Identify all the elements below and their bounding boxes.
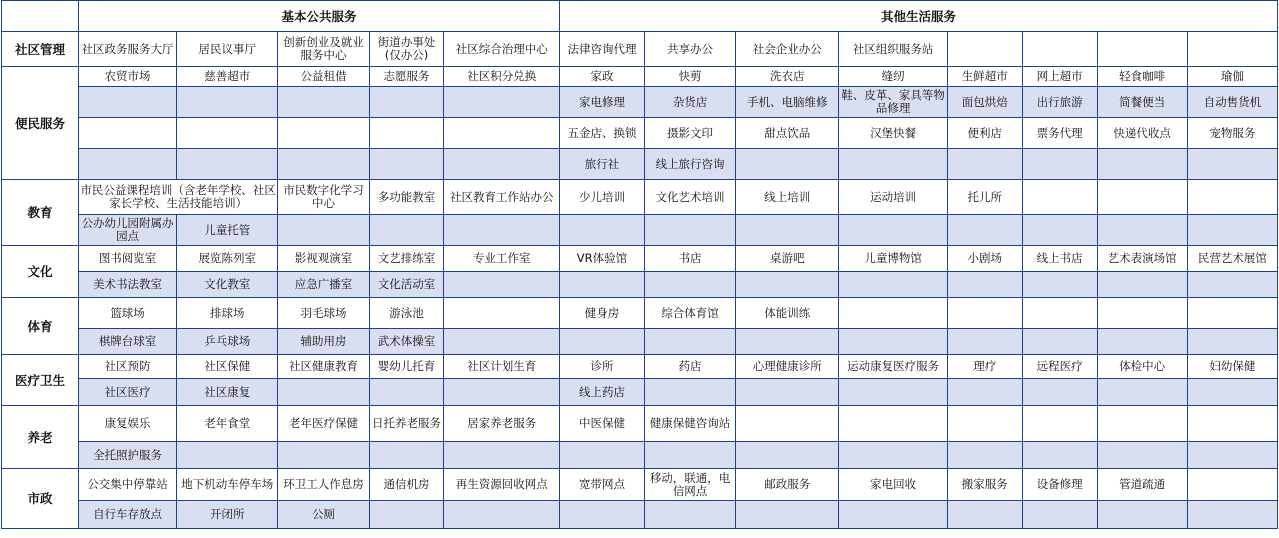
- table-cell: [645, 442, 736, 469]
- table-cell: 托儿所: [947, 180, 1022, 215]
- table-cell: 市民数字化学习中心: [278, 180, 369, 215]
- table-cell: [839, 298, 947, 329]
- table-cell: [1097, 272, 1187, 298]
- table-cell: 中医保健: [559, 406, 644, 442]
- table-cell: 药店: [645, 355, 736, 379]
- table-cell: [1022, 32, 1097, 67]
- table-cell: [1097, 329, 1187, 355]
- table-cell: 瑜伽: [1187, 67, 1277, 87]
- table-cell: [1187, 442, 1277, 469]
- table-row: [2, 379, 1278, 406]
- category-label: 市政: [2, 469, 79, 529]
- category-label: 体育: [2, 298, 79, 355]
- table-cell: 家电修理: [559, 87, 644, 118]
- service-table: [1, 0, 1278, 529]
- table-cell: 心理健康诊所: [736, 355, 839, 379]
- table-cell: [645, 501, 736, 529]
- table-cell: [1022, 272, 1097, 298]
- table-cell: 展览陈列室: [177, 246, 278, 272]
- table-cell: 社区组织服务站: [839, 32, 947, 67]
- table-cell: [369, 118, 444, 149]
- table-cell: 管道疏通: [1097, 469, 1187, 501]
- table-cell: [736, 379, 839, 406]
- table-cell: [369, 501, 444, 529]
- table-cell: 摄影文印: [645, 118, 736, 149]
- table-cell: 书店: [645, 246, 736, 272]
- table-cell: 社区预防: [78, 355, 176, 379]
- table-cell: 宽带网点: [559, 469, 644, 501]
- table-cell: [947, 379, 1022, 406]
- table-cell: 社区健康教育: [278, 355, 369, 379]
- table-cell: [947, 272, 1022, 298]
- table-cell: 运动康复医疗服务: [839, 355, 947, 379]
- table-cell: 搬家服务: [947, 469, 1022, 501]
- table-cell: 游泳池: [369, 298, 444, 329]
- table-cell: [839, 329, 947, 355]
- table-cell: [947, 215, 1022, 246]
- table-cell: 自动售货机: [1187, 87, 1277, 118]
- table-row: [2, 329, 1278, 355]
- table-cell: [1187, 406, 1277, 442]
- category-label: 文化: [2, 246, 79, 298]
- table-cell: 社区保健: [177, 355, 278, 379]
- table-cell: 运动培训: [839, 180, 947, 215]
- table-cell: 公益租借: [278, 67, 369, 87]
- table-cell: [1187, 329, 1277, 355]
- table-cell: 再生资源回收网点: [444, 469, 559, 501]
- table-cell: 共享办公: [645, 32, 736, 67]
- table-cell: 老年食堂: [177, 406, 278, 442]
- table-row: [2, 149, 1278, 180]
- table-cell: [278, 149, 369, 180]
- table-cell: [177, 118, 278, 149]
- table-row: [2, 355, 1278, 379]
- table-cell: [947, 329, 1022, 355]
- table-cell: [278, 379, 369, 406]
- table-cell: 便利店: [947, 118, 1022, 149]
- table-cell: 甜点饮品: [736, 118, 839, 149]
- table-cell: [645, 215, 736, 246]
- table-cell: [444, 379, 559, 406]
- category-label: 教育: [2, 180, 79, 246]
- table-cell: 公交集中停靠站: [78, 469, 176, 501]
- basic-public-service-header: 基本公共服务: [78, 1, 559, 32]
- table-cell: [1097, 298, 1187, 329]
- table-cell: 法律咨询代理: [559, 32, 644, 67]
- table-cell: 社区综合治理中心: [444, 32, 559, 67]
- table-cell: [444, 501, 559, 529]
- table-cell: 家政: [559, 67, 644, 87]
- table-cell: [1097, 215, 1187, 246]
- table-cell: 文化活动室: [369, 272, 444, 298]
- table-cell: [559, 501, 644, 529]
- table-cell: 自行车存放点: [78, 501, 176, 529]
- table-cell: 小剧场: [947, 246, 1022, 272]
- table-cell: 文化艺术培训: [645, 180, 736, 215]
- table-cell: 线上药店: [559, 379, 644, 406]
- table-cell: [78, 149, 176, 180]
- table-cell: [736, 215, 839, 246]
- table-cell: [559, 272, 644, 298]
- table-cell: [444, 442, 559, 469]
- category-label: 便民服务: [2, 67, 79, 180]
- table-cell: 儿童博物馆: [839, 246, 947, 272]
- table-cell: [1097, 442, 1187, 469]
- table-cell: [1187, 149, 1277, 180]
- corner-cell: [2, 1, 79, 32]
- other-life-service-header: 其他生活服务: [559, 1, 1277, 32]
- table-cell: [444, 118, 559, 149]
- table-cell: [444, 87, 559, 118]
- table-cell: [1022, 180, 1097, 215]
- table-cell: 诊所: [559, 355, 644, 379]
- table-cell: [1022, 298, 1097, 329]
- table-cell: 篮球场: [78, 298, 176, 329]
- table-cell: 家电回收: [839, 469, 947, 501]
- table-cell: [1022, 329, 1097, 355]
- table-cell: [444, 298, 559, 329]
- table-cell: 体能训练: [736, 298, 839, 329]
- table-cell: 社区教育工作站办公: [444, 180, 559, 215]
- table-cell: 美术书法教室: [78, 272, 176, 298]
- table-row: [2, 442, 1278, 469]
- table-row: [2, 118, 1278, 149]
- table-cell: 居家养老服务: [444, 406, 559, 442]
- table-cell: 街道办事处(仅办公): [369, 32, 444, 67]
- table-cell: [369, 379, 444, 406]
- category-label: 社区管理: [2, 32, 79, 67]
- category-label: 养老: [2, 406, 79, 469]
- table-cell: [1022, 215, 1097, 246]
- table-cell: 妇幼保健: [1187, 355, 1277, 379]
- table-cell: [444, 215, 559, 246]
- table-cell: 旅行社: [559, 149, 644, 180]
- table-row: [2, 67, 1278, 87]
- table-cell: [369, 87, 444, 118]
- table-cell: 简餐便当: [1097, 87, 1187, 118]
- table-cell: [947, 298, 1022, 329]
- table-cell: 缝纫: [839, 67, 947, 87]
- table-cell: 邮政服务: [736, 469, 839, 501]
- table-cell: 辅助用房: [278, 329, 369, 355]
- table-cell: [369, 442, 444, 469]
- table-cell: 应急广播室: [278, 272, 369, 298]
- table-cell: [1187, 379, 1277, 406]
- table-cell: 社区康复: [177, 379, 278, 406]
- table-row: [2, 246, 1278, 272]
- table-cell: [1187, 272, 1277, 298]
- table-cell: [736, 149, 839, 180]
- table-row: [2, 469, 1278, 501]
- table-cell: 少儿培训: [559, 180, 644, 215]
- table-cell: [177, 87, 278, 118]
- table-cell: 快递代收点: [1097, 118, 1187, 149]
- table-cell: [278, 442, 369, 469]
- table-cell: [1187, 32, 1277, 67]
- table-cell: [1187, 298, 1277, 329]
- table-cell: [839, 215, 947, 246]
- table-cell: [839, 149, 947, 180]
- table-cell: [839, 379, 947, 406]
- table-cell: [1097, 501, 1187, 529]
- table-cell: 理疗: [947, 355, 1022, 379]
- table-cell: [1022, 501, 1097, 529]
- table-cell: 文化教室: [177, 272, 278, 298]
- table-cell: 民营艺术展馆: [1187, 246, 1277, 272]
- table-cell: [278, 87, 369, 118]
- table-cell: [1022, 149, 1097, 180]
- table-cell: 生鲜超市: [947, 67, 1022, 87]
- table-cell: [645, 272, 736, 298]
- table-cell: 体检中心: [1097, 355, 1187, 379]
- table-cell: 移动，联通，电信网点: [645, 469, 736, 501]
- table-cell: 专业工作室: [444, 246, 559, 272]
- table-cell: 居民议事厅: [177, 32, 278, 67]
- table-cell: [839, 501, 947, 529]
- table-cell: [947, 442, 1022, 469]
- table-cell: [645, 379, 736, 406]
- table-cell: [369, 215, 444, 246]
- table-cell: 艺术表演场馆: [1097, 246, 1187, 272]
- table-cell: [278, 215, 369, 246]
- category-label: 医疗卫生: [2, 355, 79, 406]
- table-cell: 多功能教室: [369, 180, 444, 215]
- table-cell: VR体验馆: [559, 246, 644, 272]
- table-cell: [736, 501, 839, 529]
- table-cell: [1187, 180, 1277, 215]
- table-cell: [1097, 180, 1187, 215]
- table-cell: [444, 329, 559, 355]
- table-cell: 儿童托管: [177, 215, 278, 246]
- table-cell: [559, 442, 644, 469]
- table-cell: 公办幼儿园附属办园点: [78, 215, 176, 246]
- table-cell: 快剪: [645, 67, 736, 87]
- table-cell: 健身房: [559, 298, 644, 329]
- table-cell: 杂货店: [645, 87, 736, 118]
- table-row: [2, 180, 1278, 215]
- table-cell: 市民公益课程培训（含老年学校、社区家长学校、生活技能培训）: [78, 180, 277, 215]
- table-cell: 面包烘焙: [947, 87, 1022, 118]
- table-cell: 志愿服务: [369, 67, 444, 87]
- table-cell: [839, 406, 947, 442]
- table-cell: [839, 442, 947, 469]
- table-cell: 远程医疗: [1022, 355, 1097, 379]
- table-cell: 棋牌台球室: [78, 329, 176, 355]
- table-cell: 老年医疗保健: [278, 406, 369, 442]
- table-cell: [559, 329, 644, 355]
- table-cell: 创新创业及就业服务中心: [278, 32, 369, 67]
- table-cell: [1097, 149, 1187, 180]
- table-cell: 农贸市场: [78, 67, 176, 87]
- table-cell: 地下机动车停车场: [177, 469, 278, 501]
- table-cell: 社区医疗: [78, 379, 176, 406]
- table-row: [2, 298, 1278, 329]
- table-cell: [736, 329, 839, 355]
- table-cell: [947, 501, 1022, 529]
- table-cell: [736, 272, 839, 298]
- table-row: [2, 501, 1278, 529]
- table-cell: 公厕: [278, 501, 369, 529]
- table-cell: 社区积分兑换: [444, 67, 559, 87]
- table-cell: [559, 215, 644, 246]
- table-cell: 线上旅行咨询: [645, 149, 736, 180]
- table-cell: 洗衣店: [736, 67, 839, 87]
- table-row: [2, 272, 1278, 298]
- table-cell: [839, 272, 947, 298]
- table-cell: [177, 442, 278, 469]
- table-cell: [1022, 406, 1097, 442]
- table-cell: [1187, 215, 1277, 246]
- table-cell: [177, 149, 278, 180]
- table-cell: [1187, 469, 1277, 501]
- table-cell: [278, 118, 369, 149]
- table-cell: [947, 32, 1022, 67]
- table-cell: 桌游吧: [736, 246, 839, 272]
- table-cell: 宠物服务: [1187, 118, 1277, 149]
- table-cell: [1097, 379, 1187, 406]
- table-cell: 线上培训: [736, 180, 839, 215]
- table-cell: 五金店、换锁: [559, 118, 644, 149]
- table-cell: 慈善超市: [177, 67, 278, 87]
- table-cell: 鞋、皮革、家具等物品修理: [839, 87, 947, 118]
- table-cell: [1022, 442, 1097, 469]
- table-cell: 轻食咖啡: [1097, 67, 1187, 87]
- table-cell: 设备修理: [1022, 469, 1097, 501]
- table-cell: 图书阅览室: [78, 246, 176, 272]
- table-cell: 影视观演室: [278, 246, 369, 272]
- table-cell: [369, 149, 444, 180]
- table-row: [2, 215, 1278, 246]
- table-cell: 社区政务服务大厅: [78, 32, 176, 67]
- table-cell: [1097, 406, 1187, 442]
- table-cell: 羽毛球场: [278, 298, 369, 329]
- table-cell: 社区计划生育: [444, 355, 559, 379]
- table-cell: [444, 272, 559, 298]
- table-cell: [947, 149, 1022, 180]
- table-cell: 出行旅游: [1022, 87, 1097, 118]
- table-cell: [1022, 379, 1097, 406]
- table-cell: 文艺排练室: [369, 246, 444, 272]
- table-cell: [444, 149, 559, 180]
- table-row: [2, 32, 1278, 67]
- table-cell: 婴幼儿托育: [369, 355, 444, 379]
- table-cell: 线上书店: [1022, 246, 1097, 272]
- table-cell: [78, 118, 176, 149]
- table-row: [2, 87, 1278, 118]
- table-cell: [78, 87, 176, 118]
- table-cell: 手机、电脑维修: [736, 87, 839, 118]
- table-row: [2, 406, 1278, 442]
- table-cell: 票务代理: [1022, 118, 1097, 149]
- table-cell: [947, 406, 1022, 442]
- table-cell: 汉堡快餐: [839, 118, 947, 149]
- table-cell: 通信机房: [369, 469, 444, 501]
- table-cell: 乒乓球场: [177, 329, 278, 355]
- table-cell: 武术体操室: [369, 329, 444, 355]
- table-cell: 全托照护服务: [78, 442, 176, 469]
- table-body: [2, 32, 1278, 529]
- table-cell: 环卫工人作息房: [278, 469, 369, 501]
- table-cell: [1097, 32, 1187, 67]
- table-cell: 日托养老服务: [369, 406, 444, 442]
- table-cell: [1187, 501, 1277, 529]
- table-cell: 康复娱乐: [78, 406, 176, 442]
- table-cell: [736, 406, 839, 442]
- table-cell: 健康保健咨询站: [645, 406, 736, 442]
- table-cell: [736, 442, 839, 469]
- table-cell: 综合体育馆: [645, 298, 736, 329]
- table-cell: 社会企业办公: [736, 32, 839, 67]
- table-cell: 开闭所: [177, 501, 278, 529]
- table-cell: 排球场: [177, 298, 278, 329]
- table-cell: 网上超市: [1022, 67, 1097, 87]
- table-cell: [645, 329, 736, 355]
